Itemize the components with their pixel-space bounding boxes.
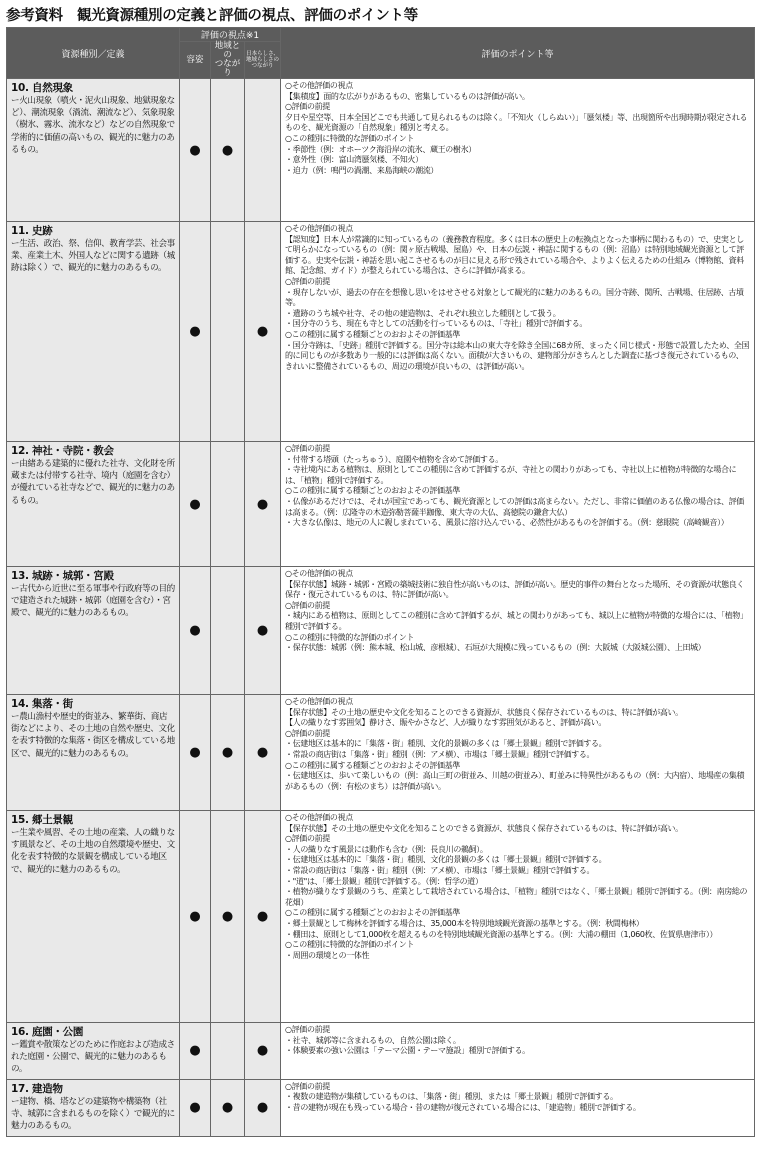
evaluation-points: [281, 222, 755, 442]
resource-name: 17. 建造物: [11, 1082, 63, 1095]
point-line: ○この種別に属する種類ごとのおおよその評価基準: [285, 908, 460, 918]
point-line: ・常設の商店街は「集落・街」種別（例：アメ横）、市場は「郷土景観」種別で評価する。: [285, 749, 595, 759]
point-line: ○その他評価の視点: [285, 813, 353, 822]
point-line: ○評価の前提: [285, 276, 330, 286]
view-mark: ●: [245, 1079, 281, 1136]
point-line: ・意外性（例：富山湾蜃気楼、不知火）: [285, 155, 423, 165]
point-line: ○評価の前提: [285, 1081, 330, 1091]
point-line: ○評価の前提: [285, 444, 330, 453]
view-mark: [245, 79, 281, 222]
table-row: [7, 442, 755, 567]
point-line: ・仏像があるだけでは、それが国宝であっても、観光資源としての評価は高まらない。ただし、非常に価値のある仏像の場合は、評価は高まる。（例：広隆寺の木造弥勒菩薩半跏像、東大寺の大仏、高徳院の鎌倉大仏）: [285, 496, 744, 517]
resource-cell: [7, 79, 180, 222]
table-row: [7, 1079, 755, 1136]
criteria-table: [6, 27, 755, 1137]
point-line: ・国分寺のうち、現在も寺としての活動を行っているものは、「寺社」種別で評価する。: [285, 319, 588, 329]
resource-cell: [7, 811, 180, 1023]
view-mark: [211, 1023, 245, 1080]
resource-cell: [7, 1079, 180, 1136]
view-mark: ●: [211, 1079, 245, 1136]
table-row: [7, 222, 755, 442]
point-line: 夕日や星空等、日本全国どこでも共通して見られるものは除く。「不知火（しらぬい）」「蜃気楼」等、出現箇所や出現時期が限定されるものを、観光資源の「自然現象」種別と考える。: [285, 112, 748, 133]
header-view-appearance: 容姿: [180, 42, 211, 79]
resource-cell: [7, 222, 180, 442]
resource-definition: ー由緒ある建築的に優れた社寺、文化財を所蔵または付帯する社寺、境内（庭園を含む）が優れている社寺などで、観光的に魅力のあるもの。: [11, 459, 175, 506]
resource-definition: ー鑑賞や散策などのために作庭および造成された庭園・公園で、観光的に魅力のあるもの。: [11, 1040, 175, 1075]
point-line: ○この種別に属する種類ごとのおおよその評価基準: [285, 760, 460, 770]
resource-cell: [7, 442, 180, 567]
page-title: 参考資料 観光資源種別の定義と評価の視点、評価のポイント等: [6, 8, 418, 24]
point-line: ・伝建地区は基本的に「集落・街」種別、文化的景観の多くは「郷土景観」種別で評価する。: [285, 855, 607, 865]
point-line: ・城内にある植物は、原則としてこの種別に含めて評価するが、城との関わりがあっても、城以上に植物が特徴的な場合には、「植物」種別で評価する。: [285, 611, 748, 631]
view-mark: ●: [245, 567, 281, 695]
point-line: ・遺跡のうち城や社寺、その他の建造物は、それぞれ独立した種別として扱う。: [285, 308, 561, 318]
view-mark: ●: [245, 811, 281, 1023]
table-body: [7, 79, 755, 1137]
header-view: 評価の視点※1: [180, 28, 281, 42]
point-line: ・人の織りなす風景には動作も含む（例：長良川の鵜飼）。: [285, 844, 488, 854]
view-mark: ●: [245, 1023, 281, 1080]
resource-cell: [7, 695, 180, 811]
evaluation-points: [281, 442, 755, 567]
point-line: ○この種別に属する種類ごとのおおよその評価基準: [285, 486, 460, 496]
view-mark: ●: [180, 222, 211, 442]
point-line: ○評価の前提: [285, 1025, 330, 1034]
resource-name: 13. 城跡・城郭・宮殿: [11, 570, 114, 582]
point-line: ○その他評価の視点: [285, 224, 353, 233]
view-mark: [211, 222, 245, 442]
point-line: 【保存状態】その土地の歴史や文化を知ることのできる資源が、状態良く保存されているものは、特に評価が高い。: [285, 707, 683, 717]
view-mark: ●: [245, 442, 281, 567]
view-mark: ●: [211, 811, 245, 1023]
resource-definition: ー建物、橋、塔などの建築物や構築物（社寺、城郭に含まれるものを除く）で観光的に魅力のあるもの。: [11, 1096, 175, 1132]
point-line: ○この種別に属する種類ごとのおおよその評価基準: [285, 329, 460, 339]
view-mark: ●: [180, 811, 211, 1023]
point-line: ・伝建地区は基本的に「集落・街」種別、文化的景観の多くは「郷土景観」種別で評価する。: [285, 739, 607, 749]
table-row: [7, 811, 755, 1023]
point-line: 【保存状態】その土地の歴史や文化を知ることのできる資源が、状態良く保存されているものは、特に評価が高い。: [285, 823, 683, 833]
view-mark: ●: [180, 1023, 211, 1080]
header-type: 資源種別／定義: [7, 28, 180, 79]
point-line: ・迫力（例：鳴門の渦潮、来島海峡の潮流）: [285, 165, 439, 175]
point-line: 【保存状態】城跡・城郭・宮殿の築城技術に独自性が高いものは、評価が高い。歴史的事件の舞台となった場所、その資源が状態良く保存・復元されているものは、特に評価が高い。: [285, 579, 745, 600]
view-mark: ●: [180, 442, 211, 567]
header-view-japan: 日本らしさ、 地域らしさの つながり: [245, 42, 281, 79]
resource-name: 14. 集落・街: [11, 698, 73, 710]
point-line: ・棚田は、原則として1,000枚を超えるものを特別地域観光資源の基準とする。（例：大浦の棚田（1,060枚、佐賀県唐津市））: [285, 929, 718, 939]
point-line: ・伝建地区は、歩いて楽しいもの（例：高山三町の街並み、川越の街並み）、町並みに特異性があるもの（例：大内宿）、地場産の集積があるもの（例：有松のまち）は評価が高い。: [285, 771, 745, 791]
point-line: ・大きな仏像は、地元の人に親しまれている、風景に溶け込んでいる、必然性があるものを評価する。（例：慈眼院（高崎観音））: [285, 518, 729, 528]
point-line: ・現存しないが、過去の存在を想像し思いをはせさせる対象として観光的に魅力のあるもの。国分寺跡、関所、古戦場、住居跡、古墳等。: [285, 287, 744, 308]
view-mark: ●: [180, 1079, 211, 1136]
point-line: ・常設の商店街は「集落・街」種別（例：アメ横）、市場は「郷土景観」種別で評価する。: [285, 865, 595, 875]
point-line: ・"道"は、「郷土景観」種別で評価する。（例：哲学の道）: [285, 876, 483, 886]
point-line: ・付帯する塔頭（たっちゅう）、庭園や植物を含めて評価する。: [285, 454, 503, 464]
point-line: ・寺社境内にある植物は、原則としてこの種別に含めて評価するが、寺社との関わりがあっても、寺社以上に植物が特徴的な場合には、「植物」種別で評価する。: [285, 465, 737, 485]
point-line: ○評価の前提: [285, 600, 330, 610]
table-row: [7, 567, 755, 695]
point-line: 【人の織りなす雰囲気】静けさ、賑やかさなど、人が織りなす雰囲気があると、評価が高い。: [285, 718, 607, 728]
resource-name: 15. 郷土景観: [11, 814, 73, 826]
view-mark: ●: [180, 695, 211, 811]
resource-definition: ー生業や風習、その土地の産業、人の織りなす風景など、その土地の自然環境や歴史、文化を表す特徴的な景観を構成している地区で、観光的に魅力のあるもの。: [11, 828, 175, 875]
table-row: [7, 79, 755, 222]
resource-cell: [7, 567, 180, 695]
table-row: [7, 695, 755, 811]
evaluation-points: [281, 1023, 755, 1080]
resource-name: 11. 史跡: [11, 225, 53, 237]
point-line: ○評価の前提: [285, 834, 330, 844]
resource-name: 12. 神社・寺院・教会: [11, 445, 114, 457]
evaluation-points: [281, 695, 755, 811]
point-line: ・周囲の環境との一体性: [285, 950, 370, 960]
resource-name: 16. 庭園・公園: [11, 1026, 84, 1038]
point-line: ○この種別に特徴的な評価のポイント: [285, 133, 415, 143]
point-line: ○この種別に特徴的な評価のポイント: [285, 940, 415, 950]
point-line: ・昔の建物が現在も残っている場合・昔の建物が復元されている場合には、「建造物」種別で評価する。: [285, 1102, 641, 1112]
header-points: 評価のポイント等: [281, 28, 755, 79]
point-line: ○その他評価の視点: [285, 569, 353, 578]
view-mark: ●: [245, 695, 281, 811]
point-line: ・保存状態：城郭（例：熊本城、松山城、彦根城）、石垣が大規模に残っているもの（例：大阪城（大阪城公園）、上田城）: [285, 643, 706, 653]
point-line: ・植物が織りなす景観のうち、産業として栽培されている場合は、「植物」種別ではなく、「郷土景観」種別で評価する。（例：南房総の花畑）: [285, 887, 748, 907]
point-line: ○その他評価の視点: [285, 81, 353, 90]
point-line: ○評価の前提: [285, 728, 330, 738]
resource-cell: [7, 1023, 180, 1080]
point-line: ・体験要素の強い公園は「テーマ公園・テーマ施設」種別で評価する。: [285, 1046, 530, 1056]
point-line: ・季節性（例：オホーツク海沿岸の流氷、蔵王の樹氷）: [285, 144, 476, 154]
point-line: 【集積度】面的な広がりがあるもの、密集しているものは評価が高い。: [285, 91, 530, 101]
view-mark: [211, 442, 245, 567]
resource-definition: ー生活、政治、祭、信仰、教育学芸、社会事業、産業土木、外国人などに関する遺跡（城跡は除く）で、観光的に魅力のあるもの。: [11, 239, 175, 274]
resource-definition: ー火山現象（噴火・泥火山現象、地獄現象など）、潮流現象（渦流、潮流など）、気象現象（樹氷、霧氷、流氷など）などの自然現象で学術的に価値の高いもの、観光的に魅力のあるもの。: [11, 96, 175, 155]
resource-name: 10. 自然現象: [11, 82, 73, 94]
evaluation-points: [281, 1079, 755, 1136]
view-mark: ●: [211, 79, 245, 222]
point-line: 【認知度】日本人が常識的に知っているもの（義務教育程度。多くは日本の歴史上の転換点となった事柄に関わるもの）で、史実として明らかになっているもの（例：関ヶ原古戦場、屋島）や、日本の伝説・神話に関するもの（例：沼島）は特別地域観光資源として評価する。史実や伝説・神話を思い起こさせるものが目に見える形で残されている場合や、よりよく伝えるための仕組み（博物館、資料館、記念館、ガイド）が整えられている場合は、さらに評価が高まる。: [285, 234, 744, 276]
view-mark: ●: [180, 79, 211, 222]
header-view-region: 地域との つながり: [211, 42, 245, 79]
table-row: [7, 1023, 755, 1080]
evaluation-points: [281, 811, 755, 1023]
point-line: ・複数の建造物が集積しているものは、「集落・街」種別、または「郷土景観」種別で評価する。: [285, 1092, 618, 1102]
point-line: ・社寺、城郭等に含まれるもの、自然公園は除く。: [285, 1035, 461, 1045]
point-line: ○その他評価の視点: [285, 697, 353, 706]
evaluation-points: [281, 567, 755, 695]
point-line: ○評価の前提: [285, 102, 330, 112]
point-line: ・国分寺跡は、「史跡」種別で評価する。国分寺は総本山の東大寺を除き全国に68カ所、まったく同じ様式・形態で設置したため、全国的に同じものが多数あり一般的には評価は高くない。面積が大きいもの、建物部分がきちんとした調査に基づき復元されているもの、きれいに整備されているもの、周辺の環境が良いもの、は評価が高い。: [285, 340, 750, 371]
evaluation-points: [281, 79, 755, 222]
point-line: ○この種別に特徴的な評価のポイント: [285, 632, 415, 642]
point-line: ・郷土景観として梅林を評価する場合は、35,000本を特別地域観光資源の基準とする。（例：秋間梅林）: [285, 918, 644, 928]
resource-definition: ー古代から近世に至る軍事や行政府等の目的で建造された城跡・城郭（庭園を含む）・宮殿で、観光的に魅力のあるもの。: [11, 584, 175, 619]
view-mark: ●: [180, 567, 211, 695]
view-mark: ●: [211, 695, 245, 811]
view-mark: ●: [245, 222, 281, 442]
view-mark: [211, 567, 245, 695]
resource-definition: ー農山漁村や歴史的街並み、繁華街、商店街などにより、その土地の自然や歴史、文化を表す特徴的な集落・街区を構成している地区で、観光的に魅力のあるもの。: [11, 712, 175, 759]
